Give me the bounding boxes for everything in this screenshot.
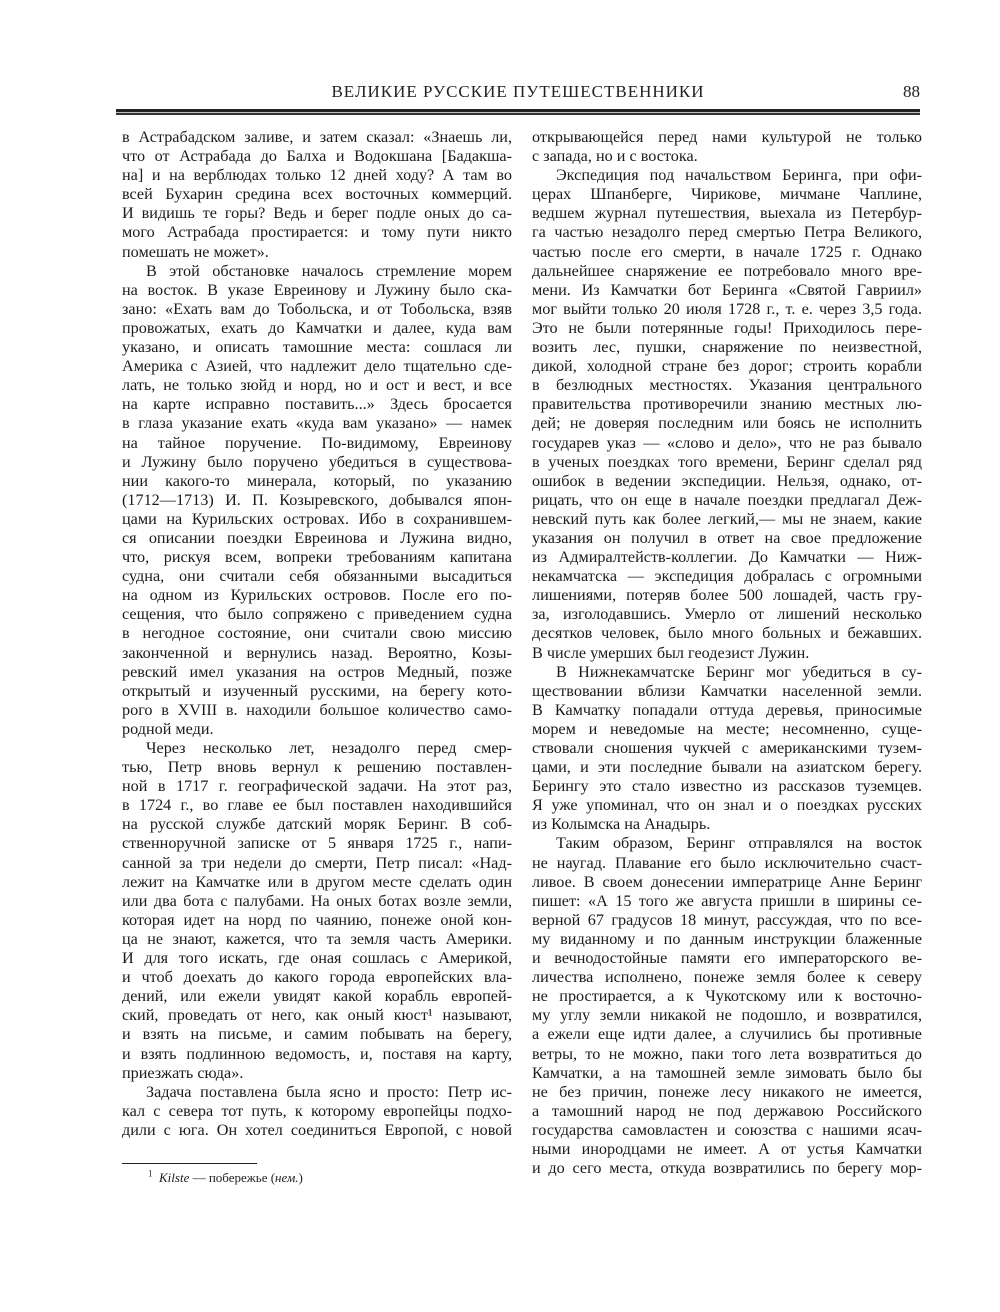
- text-line: Через несколько лет, незадолго перед смер-: [146, 739, 512, 757]
- text-line: в глаза указание ехать «куда вам указано» — намек: [122, 414, 512, 433]
- text-line: и взять подлинною ведомость, и, поставя на карту,: [122, 1044, 512, 1063]
- text-line: лать, не только зюйд и норд, но и ост и вест, и все: [122, 376, 512, 395]
- text-line: за, изголодавшись. Умерло от лишений несколько: [532, 605, 922, 624]
- text-line: ветры, то не можно, паки того лета возвратиться до: [532, 1044, 922, 1063]
- text-line: из Адмиралтейств-коллегии. До Камчатки — Ниж-: [532, 548, 922, 567]
- text-line: а тамошний народ не под державою Российского: [532, 1101, 922, 1120]
- text-line: судна, они считали себя обязанными высадиться: [122, 567, 512, 586]
- text-line: Америка с Азией, что надлежит дело тщательно сде-: [122, 357, 512, 376]
- text-line: что, рискуя всем, вопреки требованиям капитана: [122, 548, 512, 567]
- text-line: некамчатска — экспедиция добралась с огромными: [532, 567, 922, 586]
- text-line: и вечнодостойные памяти его императорского ве-: [532, 949, 922, 968]
- page-header: [116, 82, 920, 108]
- text-line: помешать не может».: [122, 242, 269, 261]
- text-line: В Нижнекамчатске Беринг мог убедиться в су-: [556, 662, 922, 681]
- text-line: (1712—1713) И. П. Козыревского, добывался япон-: [122, 490, 512, 509]
- text-line: мог выйти только 20 июля 1728 г., т. е. через 3,5 года.: [532, 299, 922, 318]
- text-line: лишениями, потеряв более 500 лошадей, часть гру-: [532, 586, 922, 605]
- text-line: ливое. В своем донесении императрице Анне Беринг: [532, 872, 922, 891]
- text-line: дили с юга. Он хотел соединиться Европой, с новой: [122, 1120, 512, 1139]
- text-line: дальнейшее снаряжение ее потребовало много вре-: [532, 261, 922, 280]
- text-line: не наугад. Плавание его было исключительно счаст-: [532, 853, 922, 872]
- text-line: которая идет на норд по чаянию, понеже оной кон-: [122, 910, 512, 929]
- text-line: нии какого-то минерала, который, по указанию: [122, 471, 512, 490]
- text-line: и чтоб доехать до какого города европейских вла-: [122, 968, 512, 987]
- text-line: Это не были потерянные годы! Приходилось пере-: [532, 318, 922, 337]
- text-line: мени. Из Камчатки бот Беринга «Святой Гавриил»: [532, 280, 922, 299]
- footnote-rule: [122, 1163, 257, 1164]
- footnote-marker: 1: [148, 1168, 153, 1179]
- text-line: Я уже упоминал, что он знал и о поездках русских: [532, 796, 922, 815]
- text-line: что от Астрабада до Балха и Водокшана [Бадакша-: [122, 147, 512, 166]
- left-column: [122, 128, 512, 1140]
- text-line: га частью незадолго перед смертью Петра Великого,: [532, 223, 922, 242]
- text-line: частью после его смерти, в начале 1725 г. Однако: [532, 242, 922, 261]
- text-line: в безлюдных местностях. Указания центрального: [532, 376, 922, 395]
- text-line: не простирается, а к Чукотскому или к восточно-: [532, 987, 922, 1006]
- text-line: Таким образом, Беринг отправлялся на восток: [556, 834, 922, 853]
- text-line: цами на Курильских островах. Ибо в сохранившем-: [122, 509, 512, 528]
- text-line: ществовании вблизи Камчатки населенной земли.: [532, 681, 922, 700]
- header-rule: [116, 109, 920, 116]
- text-line: на] и на верблюдах только 12 дней ходу? А там во: [122, 166, 512, 185]
- text-line: рого в XVIII в. находили большое количество само-: [122, 700, 512, 719]
- text-line: зано: «Ехать вам до Тобольска, и от Тобольска, взяв: [122, 299, 512, 318]
- footnote-lang: нем.: [275, 1170, 299, 1185]
- text-line: указано, и описать тамошние места: сошлася ли: [122, 338, 512, 357]
- text-line: В числе умерших был геодезист Лужин.: [532, 643, 810, 662]
- text-line: или два бота с палубами. На оных ботах возле земли,: [122, 891, 512, 910]
- text-line: И для того искать, где оная сошлась с Америкой,: [122, 949, 512, 968]
- text-line: открывающейся перед нами культурой не только: [532, 128, 922, 146]
- text-line: ревский имел указания на остров Медный, позже: [122, 662, 512, 681]
- running-title: ВЕЛИКИЕ РУССКИЕ ПУТЕШЕСТВЕННИКИ: [331, 82, 705, 101]
- text-line: родной меди.: [122, 719, 214, 738]
- text-line: государев указ — «слово и дело», что не раз бывало: [532, 433, 922, 452]
- text-line: из Колымска на Анадырь.: [532, 815, 711, 834]
- text-line: Экспедиция под начальством Беринга, при офи-: [556, 166, 922, 185]
- text-line: И видишь те горы? Ведь и берег подле оных до са-: [122, 204, 512, 223]
- text-line: законченной и вернулись назад. Вероятно, Козы-: [122, 643, 512, 662]
- text-line: сещения, что было сопряжено с приведением судна: [122, 605, 512, 624]
- text-line: в Астрабадском заливе, и затем сказал: «Знаешь ли,: [122, 128, 512, 146]
- text-line: десятков человек, было много больных и бежавших.: [532, 624, 922, 643]
- text-line: ошибок в ведении экспедиции. Нельзя, однако, от-: [532, 471, 922, 490]
- text-line: приезжать сюда».: [122, 1063, 244, 1082]
- footnote: [148, 1170, 303, 1186]
- text-line: лежит на Камчатке или в другом месте сделать один: [122, 872, 512, 891]
- text-line: верной 67 градусов 18 минут, рассуждая, что по все-: [532, 910, 922, 929]
- footnote-text: — побережье (: [189, 1170, 276, 1185]
- text-line: мого Астрабада простирается: и тому пути никто: [122, 223, 512, 242]
- text-line: ведшем журнал путешествия, выехала из Петербур-: [532, 204, 922, 223]
- text-line: В Камчатку попадали оттуда деревья, приносимые: [532, 700, 922, 719]
- text-line: церах Шпанберге, Чирикове, мичмане Чаплине,: [532, 185, 922, 204]
- right-column: [532, 128, 922, 1178]
- text-line: указания он получил в ответ на свое предложение: [532, 528, 922, 547]
- text-line: на карте исправно поставить...» Здесь бросается: [122, 395, 512, 414]
- text-line: му виданному и по данным инструкции блаженные: [532, 929, 922, 948]
- text-line: на восток. В указе Евреинову и Лужину было ска-: [122, 280, 512, 299]
- text-line: Берингу это стало известно из рассказов туземцев.: [532, 777, 922, 796]
- footnote-term: Kilste: [159, 1170, 190, 1185]
- text-line: рицать, что он еще в начале поездки предлагал Деж-: [532, 490, 922, 509]
- text-line: дикой, холодной стране без дорог; строить корабли: [532, 357, 922, 376]
- text-line: в негодное состояние, они считали свою миссию: [122, 624, 512, 643]
- text-line: с запада, но и с востока.: [532, 147, 698, 166]
- text-line: возить лес, пушки, снаряжение по неизвестной,: [532, 338, 922, 357]
- text-line: и Лужину было поручено убедиться в существова-: [122, 452, 512, 471]
- text-line: а ежели еще идти далее, а случились бы противные: [532, 1025, 922, 1044]
- text-line: на одном из Курильских островов. После его по-: [122, 586, 512, 605]
- text-line: Камчатки, а на тамошней земле зимовать было бы: [532, 1063, 922, 1082]
- text-line: цами, и эти последние бывали на азиатском берегу.: [532, 758, 922, 777]
- text-line: в 1724 г., во главе ее был поставлен находившийся: [122, 796, 512, 815]
- page-number: 88: [903, 82, 920, 101]
- text-line: ствовали сношения чукчей с американскими тузем-: [532, 739, 922, 757]
- text-line: дей; не доверяя последним или боясь не исполнить: [532, 414, 922, 433]
- text-line: ца не знают, кажется, что та земля часть Америки.: [122, 929, 512, 948]
- text-line: всей Бухарин средина всех восточных коммерций.: [122, 185, 512, 204]
- footnote-close: ): [298, 1170, 303, 1185]
- text-line: ной в 1717 г. географической задачи. На этот раз,: [122, 777, 512, 796]
- text-line: дений, или ежели увидят какой корабль европей-: [122, 987, 512, 1006]
- text-line: личества исполнено, понеже земля более к северу: [532, 968, 922, 987]
- text-line: морем и неведомые на месте; несомненно, суще-: [532, 719, 922, 738]
- text-line: ственноручной записке от 5 января 1725 г., напи-: [122, 834, 512, 853]
- text-line: невский путь как более легкий,— мы не знаем, какие: [532, 509, 922, 528]
- text-line: му углу земли никакой не подошло, и возвратился,: [532, 1006, 922, 1025]
- text-line: государства самовластен и союзства с нашими ясач-: [532, 1120, 922, 1139]
- text-line: открытый и изученный русскими, на берегу кото-: [122, 681, 512, 700]
- text-line: пишет: «А 15 того же августа пришли в ширины се-: [532, 891, 922, 910]
- text-line: и взять на письме, и самим побывать на берегу,: [122, 1025, 512, 1044]
- text-line: В этой обстановке началось стремление морем: [146, 261, 512, 280]
- text-line: на тайное поручение. По-видимому, Евреинову: [122, 433, 512, 452]
- text-line: ными инородцами не имеет. А от устья Камчатки: [532, 1139, 922, 1158]
- text-line: Задача поставлена была ясно и просто: Петр ис-: [146, 1082, 512, 1101]
- text-line: санной за три недели до смерти, Петр писал: «Над-: [122, 853, 512, 872]
- text-line: и до сего места, откуда возвратились по берегу мор-: [532, 1159, 922, 1178]
- text-line: провожатых, ехать до Камчатки и далее, куда вам: [122, 318, 512, 337]
- text-line: не без причин, понеже лесу никакого не имеется,: [532, 1082, 922, 1101]
- text-line: на русской службе датский моряк Беринг. В соб-: [122, 815, 512, 834]
- text-line: тью, Петр вновь вернул к решению поставлен-: [122, 758, 512, 777]
- text-line: в ученых поездках того времени, Беринг сделал ряд: [532, 452, 922, 471]
- text-line: ский, проведать от него, как оный кюст¹ называют,: [122, 1006, 512, 1025]
- text-line: кал с севера тот путь, к которому европейцы подхо-: [122, 1101, 512, 1120]
- text-line: правительства противоречили знанию местных лю-: [532, 395, 922, 414]
- text-line: ся описании поездки Евреинова и Лужина видно,: [122, 528, 512, 547]
